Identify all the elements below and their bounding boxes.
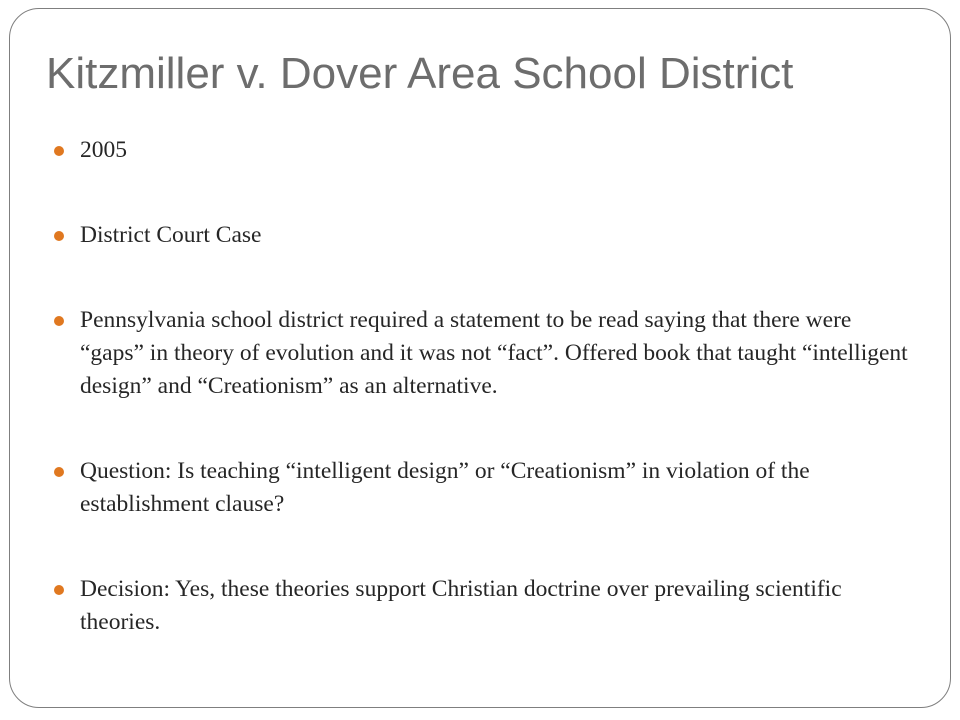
bullet-item-court <box>54 219 914 252</box>
bullet-item-year <box>54 134 914 167</box>
bullet-text: Pennsylvania school district required a statement to be read saying that there were “gaps” in theory of evolution and it was not “fact”. Offered book that taught “intelligent design” and “Creationism” as an alternative. <box>80 307 908 399</box>
bullet-item-background <box>54 304 914 403</box>
bullet-item-decision <box>54 573 914 639</box>
bullet-dot-icon <box>54 585 64 595</box>
bullet-dot-icon <box>54 316 64 326</box>
bullet-dot-icon <box>54 146 64 156</box>
slide-frame <box>9 8 951 708</box>
bullet-dot-icon <box>54 231 64 241</box>
bullet-text: District Court Case <box>80 222 262 248</box>
bullet-item-question <box>54 455 914 521</box>
bullet-text: Decision: Yes, these theories support Christian doctrine over prevailing scientific theories. <box>80 576 842 635</box>
bullet-text: 2005 <box>80 137 127 163</box>
slide-title: Kitzmiller v. Dover Area School District <box>46 49 794 98</box>
bullet-text: Question: Is teaching “intelligent design” or “Creationism” in violation of the establishment clause? <box>80 458 810 517</box>
bullet-dot-icon <box>54 467 64 477</box>
bullet-list <box>54 134 914 639</box>
